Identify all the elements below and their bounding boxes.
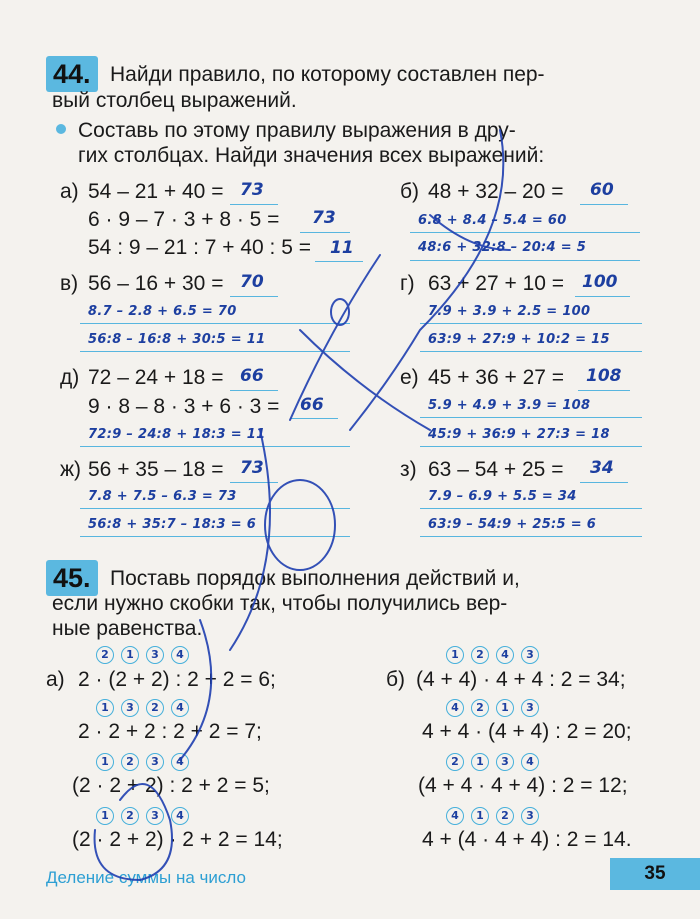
ex44-instruction-line2: вый столбец выражений.: [52, 89, 297, 112]
ex45-a-equation3: (2 · 2 + 2) : 2 + 2 = 5;: [72, 774, 270, 797]
ex44-a-expr2: 6 · 9 – 7 · 3 + 8 · 5 =: [88, 208, 280, 231]
ex44-instruction-line4: гих столбцах. Найди значения всех выражений:: [78, 144, 545, 167]
ex44-z-answer1: 34: [590, 458, 614, 478]
operation-order-circles: [96, 806, 196, 825]
order-number: 2: [446, 753, 464, 771]
ex45-b-equation1: (4 + 4) · 4 + 4 : 2 = 34;: [416, 668, 626, 691]
ex44-v-handwritten3: 56:8 – 16:8 + 30:5 = 11: [88, 332, 266, 347]
operation-order-circles: [96, 752, 196, 771]
ex44-g-label: г): [400, 272, 415, 295]
ex45-b-label: б): [386, 668, 406, 691]
ex44-zh-label: ж): [60, 458, 82, 481]
writing-line: [80, 508, 350, 509]
operation-order-circles: [446, 806, 546, 825]
ex44-b-answer1: 60: [590, 180, 614, 200]
ex44-a-expr3: 54 : 9 – 21 : 7 + 40 : 5 =: [88, 236, 312, 259]
ex44-d-answer2: 66: [300, 395, 324, 415]
answer-line: [290, 418, 338, 419]
answer-line: [315, 261, 363, 262]
ex44-a-answer2: 73: [312, 208, 336, 228]
order-number: 3: [146, 753, 164, 771]
writing-line: [420, 417, 642, 418]
answer-line: [230, 204, 278, 205]
operation-order-circles: [96, 645, 196, 664]
ex44-zh-handwritten3: 56:8 + 35:7 – 18:3 = 6: [88, 517, 257, 532]
order-number: 3: [146, 646, 164, 664]
ex44-e-label: е): [400, 366, 419, 389]
order-number: 1: [96, 699, 114, 717]
ex44-d-expr1: 72 – 24 + 18 =: [88, 366, 224, 389]
exercise-44-number: 44.: [46, 56, 98, 92]
ex44-b-expr1: 48 + 32 – 20 =: [428, 180, 564, 203]
order-number: 3: [521, 807, 539, 825]
ex44-g-handwritten3: 63:9 + 27:9 + 10:2 = 15: [428, 332, 610, 347]
writing-line: [420, 351, 642, 352]
order-number: 4: [521, 753, 539, 771]
ex44-v-handwritten2: 8.7 – 2.8 + 6.5 = 70: [88, 304, 237, 319]
operation-order-circles: [446, 645, 546, 664]
page-number: 35: [610, 858, 700, 890]
scribble-loop: [331, 299, 349, 325]
ex44-g-handwritten2: 7.9 + 3.9 + 2.5 = 100: [428, 304, 591, 319]
writing-line: [80, 351, 350, 352]
footer-topic: Деление суммы на число: [46, 868, 246, 887]
bullet-icon: [56, 124, 66, 134]
order-number: 3: [496, 753, 514, 771]
answer-line: [230, 296, 278, 297]
order-number: 3: [521, 699, 539, 717]
order-number: 1: [121, 646, 139, 664]
ex45-b-equation3: (4 + 4 · 4 + 4) : 2 = 12;: [418, 774, 628, 797]
operation-order-circles: [96, 698, 196, 717]
answer-line: [230, 482, 278, 483]
order-number: 2: [146, 699, 164, 717]
ex44-b-label: б): [400, 180, 420, 203]
ex44-instruction-line3: Составь по этому правилу выражения в дру-: [78, 119, 516, 142]
order-number: 1: [446, 646, 464, 664]
writing-line: [420, 536, 642, 537]
answer-line: [580, 482, 628, 483]
scribble-loop: [265, 480, 335, 570]
answer-line: [580, 204, 628, 205]
order-number: 1: [96, 753, 114, 771]
writing-line: [80, 446, 350, 447]
ex44-d-expr2: 9 · 8 – 8 · 3 + 6 · 3 =: [88, 395, 280, 418]
ex44-e-answer1: 108: [586, 366, 622, 386]
ex45-instruction-line3: ные равенства.: [52, 617, 203, 640]
order-number: 2: [471, 699, 489, 717]
order-number: 3: [121, 699, 139, 717]
writing-line: [410, 232, 640, 233]
writing-line: [80, 323, 350, 324]
ex45-instruction-line1: Поставь порядок выполнения действий и,: [110, 567, 520, 590]
ex44-a-answer1: 73: [240, 180, 264, 200]
order-number: 4: [171, 753, 189, 771]
order-number: 2: [471, 646, 489, 664]
answer-line: [575, 296, 630, 297]
ex44-e-handwritten3: 45:9 + 36:9 + 27:3 = 18: [428, 427, 610, 442]
order-number: 1: [471, 807, 489, 825]
order-number: 4: [496, 646, 514, 664]
order-number: 3: [146, 807, 164, 825]
order-number: 4: [446, 699, 464, 717]
ex45-a-label: а): [46, 668, 65, 691]
ex44-zh-expr1: 56 + 35 – 18 =: [88, 458, 224, 481]
order-number: 1: [471, 753, 489, 771]
ex44-d-handwritten3: 72:9 – 24:8 + 18:3 = 11: [88, 427, 266, 442]
ex44-zh-handwritten2: 7.8 + 7.5 – 6.3 = 73: [88, 489, 237, 504]
ex44-z-expr1: 63 – 54 + 25 =: [428, 458, 564, 481]
ex45-b-equation4: 4 + (4 · 4 + 4) : 2 = 14.: [422, 828, 632, 851]
ex44-z-handwritten2: 7.9 – 6.9 + 5.5 = 34: [428, 489, 577, 504]
writing-line: [420, 508, 642, 509]
writing-line: [420, 323, 642, 324]
ex45-instruction-line2: если нужно скобки так, чтобы получились вер-: [52, 592, 508, 615]
ex44-a-label: а): [60, 180, 79, 203]
ex44-v-expr1: 56 – 16 + 30 =: [88, 272, 224, 295]
ex44-b-handwritten3: 48:6 + 32:8 – 20:4 = 5: [418, 240, 587, 255]
operation-order-circles: [446, 698, 546, 717]
ex44-g-expr1: 63 + 27 + 10 =: [428, 272, 565, 295]
writing-line: [80, 536, 350, 537]
ex44-a-expr1: 54 – 21 + 40 =: [88, 180, 224, 203]
order-number: 4: [446, 807, 464, 825]
order-number: 4: [171, 807, 189, 825]
ex44-z-label: з): [400, 458, 417, 481]
order-number: 2: [496, 807, 514, 825]
ex44-instruction-line1: Найди правило, по которому составлен пер-: [110, 63, 545, 86]
ex44-a-answer3: 11: [330, 238, 354, 258]
ex45-a-equation1: 2 · (2 + 2) : 2 + 2 = 6;: [78, 668, 276, 691]
ex44-d-answer1: 66: [240, 366, 264, 386]
writing-line: [420, 446, 642, 447]
ex45-a-equation4: (2 · 2 + 2) · 2 + 2 = 14;: [72, 828, 283, 851]
order-number: 4: [171, 646, 189, 664]
order-number: 1: [496, 699, 514, 717]
ex44-v-label: в): [60, 272, 79, 295]
ex44-d-label: д): [60, 366, 80, 389]
writing-line: [410, 260, 640, 261]
answer-line: [300, 232, 350, 233]
order-number: 2: [121, 807, 139, 825]
ex44-z-handwritten3: 63:9 – 54:9 + 25:5 = 6: [428, 517, 597, 532]
exercise-45-number: 45.: [46, 560, 98, 596]
order-number: 2: [96, 646, 114, 664]
order-number: 1: [96, 807, 114, 825]
order-number: 2: [121, 753, 139, 771]
ex44-zh-answer1: 73: [240, 458, 264, 478]
ex44-e-handwritten2: 5.9 + 4.9 + 3.9 = 108: [428, 398, 591, 413]
operation-order-circles: [446, 752, 546, 771]
ex44-g-answer1: 100: [582, 272, 618, 292]
answer-line: [230, 390, 278, 391]
ex45-a-equation2: 2 · 2 + 2 : 2 + 2 = 7;: [78, 720, 262, 743]
ex45-b-equation2: 4 + 4 · (4 + 4) : 2 = 20;: [422, 720, 632, 743]
ex44-v-answer1: 70: [240, 272, 264, 292]
ex44-b-handwritten2: 6.8 + 8.4 – 5.4 = 60: [418, 213, 567, 228]
ex44-e-expr1: 45 + 36 + 27 =: [428, 366, 565, 389]
order-number: 4: [171, 699, 189, 717]
order-number: 3: [521, 646, 539, 664]
answer-line: [578, 390, 630, 391]
